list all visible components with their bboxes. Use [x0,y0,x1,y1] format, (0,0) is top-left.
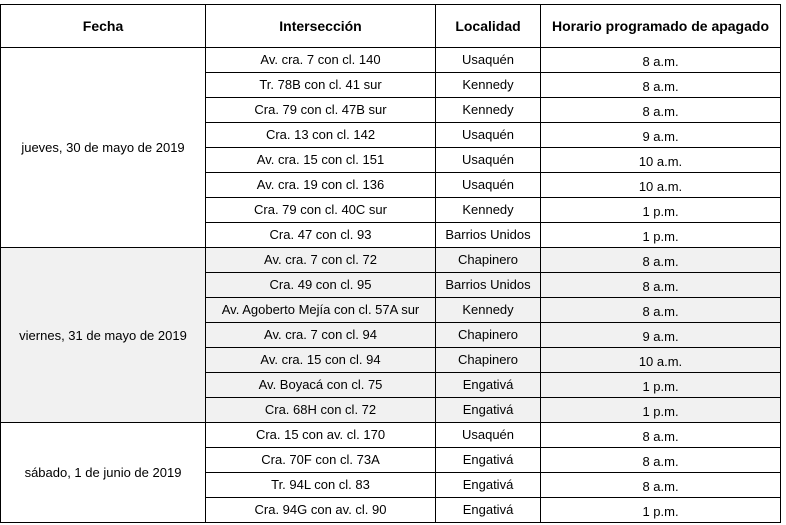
horario-value: 8 a.m. [642,104,679,119]
table-row [1,48,781,73]
horario-cell [541,123,781,148]
interseccion-cell: Av. Boyacá con cl. 75 [206,373,436,398]
horario-cell [541,148,781,173]
horario-value: 8 a.m. [642,454,679,469]
horario-cell [541,73,781,98]
date-cell: jueves, 30 de mayo de 2019 [1,48,206,248]
header-interseccion: Intersección [206,5,436,48]
schedule-table [0,4,781,523]
interseccion-cell: Av. cra. 7 con cl. 94 [206,323,436,348]
interseccion-cell: Cra. 79 con cl. 40C sur [206,198,436,223]
horario-cell [541,298,781,323]
horario-value: 1 p.m. [642,379,679,394]
date-group [1,423,781,523]
horario-cell [541,98,781,123]
localidad-cell: Engativá [436,498,541,523]
horario-value: 8 a.m. [642,79,679,94]
horario-cell [541,48,781,73]
horario-value: 1 p.m. [642,229,679,244]
horario-value: 8 a.m. [642,304,679,319]
interseccion-cell: Cra. 70F con cl. 73A [206,448,436,473]
header-localidad: Localidad [436,5,541,48]
date-group [1,248,781,423]
horario-value: 9 a.m. [642,129,679,144]
localidad-cell: Chapinero [436,248,541,273]
localidad-cell: Barrios Unidos [436,273,541,298]
horario-value: 8 a.m. [642,254,679,269]
interseccion-cell: Av. cra. 15 con cl. 151 [206,148,436,173]
localidad-cell: Engativá [436,373,541,398]
interseccion-cell: Cra. 68H con cl. 72 [206,398,436,423]
interseccion-cell: Tr. 78B con cl. 41 sur [206,73,436,98]
interseccion-cell: Cra. 13 con cl. 142 [206,123,436,148]
interseccion-cell: Cra. 47 con cl. 93 [206,223,436,248]
horario-value: 1 p.m. [642,404,679,419]
interseccion-cell: Cra. 79 con cl. 47B sur [206,98,436,123]
horario-cell [541,348,781,373]
localidad-cell: Usaquén [436,148,541,173]
horario-value: 8 a.m. [642,479,679,494]
interseccion-cell: Cra. 94G con av. cl. 90 [206,498,436,523]
header-horario: Horario programado de apagado [541,5,781,48]
horario-value: 1 p.m. [642,504,679,519]
horario-value: 8 a.m. [642,429,679,444]
interseccion-cell: Av. cra. 7 con cl. 72 [206,248,436,273]
header-fecha: Fecha [1,5,206,48]
horario-value: 10 a.m. [638,154,683,169]
table-row [1,248,781,273]
interseccion-cell: Cra. 49 con cl. 95 [206,273,436,298]
horario-cell [541,323,781,348]
localidad-cell: Kennedy [436,298,541,323]
horario-cell [541,423,781,448]
horario-cell [541,248,781,273]
horario-value: 1 p.m. [642,204,679,219]
date-cell: viernes, 31 de mayo de 2019 [1,248,206,423]
horario-value: 9 a.m. [642,329,679,344]
horario-cell [541,373,781,398]
interseccion-cell: Cra. 15 con av. cl. 170 [206,423,436,448]
localidad-cell: Kennedy [436,98,541,123]
date-group [1,48,781,248]
horario-value: 8 a.m. [642,54,679,69]
interseccion-cell: Av. cra. 19 con cl. 136 [206,173,436,198]
horario-value: 8 a.m. [642,279,679,294]
localidad-cell: Chapinero [436,323,541,348]
horario-cell [541,198,781,223]
localidad-cell: Engativá [436,448,541,473]
localidad-cell: Chapinero [436,348,541,373]
horario-value: 10 a.m. [638,354,683,369]
localidad-cell: Usaquén [436,48,541,73]
localidad-cell: Engativá [436,473,541,498]
horario-cell [541,473,781,498]
horario-cell [541,273,781,298]
interseccion-cell: Av. cra. 15 con cl. 94 [206,348,436,373]
horario-value: 10 a.m. [638,179,683,194]
horario-cell [541,173,781,198]
horario-cell [541,223,781,248]
horario-cell [541,398,781,423]
table-row [1,423,781,448]
localidad-cell: Kennedy [436,73,541,98]
date-cell: sábado, 1 de junio de 2019 [1,423,206,523]
interseccion-cell: Av. cra. 7 con cl. 140 [206,48,436,73]
localidad-cell: Barrios Unidos [436,223,541,248]
localidad-cell: Usaquén [436,423,541,448]
interseccion-cell: Tr. 94L con cl. 83 [206,473,436,498]
localidad-cell: Usaquén [436,123,541,148]
interseccion-cell: Av. Agoberto Mejía con cl. 57A sur [206,298,436,323]
horario-cell [541,448,781,473]
horario-cell [541,498,781,523]
header-row [1,5,781,48]
localidad-cell: Usaquén [436,173,541,198]
localidad-cell: Kennedy [436,198,541,223]
localidad-cell: Engativá [436,398,541,423]
